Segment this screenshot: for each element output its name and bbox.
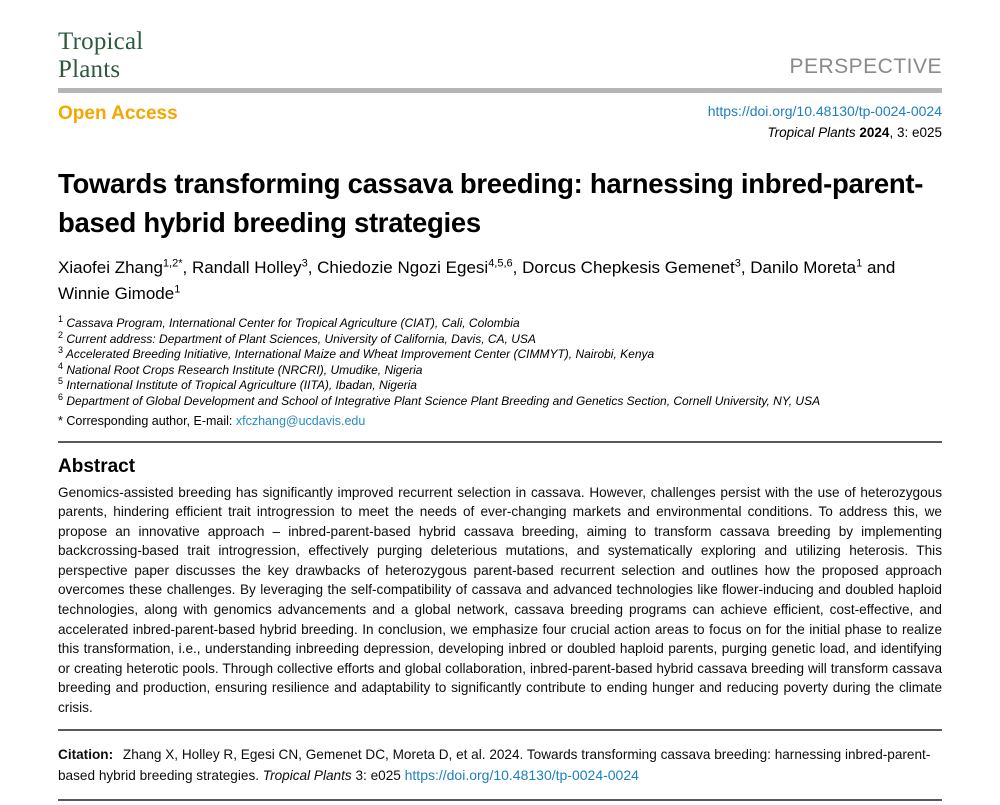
header-meta-row xyxy=(58,103,942,140)
journal-logo xyxy=(58,28,143,83)
affiliation-list xyxy=(58,316,942,410)
issue-journal-name: Tropical Plants xyxy=(767,125,856,140)
author: Chiedozie Ngozi Egesi$^{4,5,6}$ xyxy=(317,257,513,278)
open-access-badge: Open Access xyxy=(58,103,178,124)
author: Winnie Gimode$^1$ xyxy=(58,282,181,303)
corresponding-author-prefix: * Corresponding author, E-mail: xyxy=(58,413,236,428)
author: Dorcus Chepkesis Gemenet$^3$ xyxy=(522,257,741,278)
issue-info xyxy=(708,125,942,140)
issue-year: 2024 xyxy=(859,125,890,140)
author: Xiaofei Zhang$^{1,2*}$ xyxy=(58,257,183,278)
affiliation: $^2$ Current address: Department of Plant Sciences, University of California, Davis, CA, USA xyxy=(58,329,536,346)
header-meta-right xyxy=(708,103,942,140)
affiliation: $^5$ International Institute of Tropical Agriculture (IITA), Ibadan, Nigeria xyxy=(58,376,417,393)
abstract-text: Genomics-assisted breeding has significantly improved recurrent selection in cassava. However, challenges persist with the use of heterozygous parents, hindering efficient trait introgression to meet the needs of ever-changing markets and environmental conditions. To address this, we propose an innovative approach – inbred-parent-based hybrid cassava breeding, aiming to transform cassava breeding by implementing backcrossing-based trait introgression, effectively purging deleterious mutations, and systematically exploring and utilizing heterosis. This perspective paper discusses the key drawbacks of heterozygous parent-based recurrent selection and outlines how the proposed approach overcomes these challenges. By leveraging the self-compatibility of cassava and advanced technologies like flower-inducing and doubled haploid technologies, along with genomics advancements and a global network, cassava breeding programs can achieve efficient, cost-effective, and accelerated inbred-parent-based hybrid breeding. In conclusion, we emphasize four crucial action areas to focus on for the initial phase to realize this transformation, i.e., understanding inbreeding depression, developing inbred or doubled haploid parents, purging genetic load, and identifying or creating heterotic pools. Through collective efforts and global collaboration, inbred-parent-based hybrid cassava breeding will transform cassava breeding and production, ensuring resilience and adaptability to significantly contribute to ending hunger and reducing poverty during the climate crisis. xyxy=(58,484,942,715)
abstract-top-rule xyxy=(58,441,942,443)
citation-label: Citation: xyxy=(58,747,114,763)
abstract-heading: Abstract xyxy=(58,455,136,477)
affiliation: $^1$ Cassava Program, International Center for Tropical Agriculture (CIAT), Cali, Colombia xyxy=(58,314,520,331)
email-link[interactable]: xfczhang@ucdavis.edu xyxy=(235,413,366,428)
issue-volume: , 3: e025 xyxy=(889,125,942,140)
article-title: Towards transforming cassava breeding: harnessing inbred-parent-based hybrid breeding strategies xyxy=(58,168,924,239)
article-type-label: PERSPECTIVE xyxy=(789,55,942,78)
journal-logo-line2: Plants xyxy=(58,55,121,83)
journal-header xyxy=(58,28,942,83)
affiliation: $^6$ Department of Global Development and School of Integrative Plant Science Plant Breeding and Genetics Section, Cornell University, NY, USA xyxy=(58,392,821,409)
journal-logo-line1: Tropical xyxy=(58,28,144,55)
citation xyxy=(58,731,942,798)
header-divider xyxy=(58,88,942,93)
corresponding-author xyxy=(58,414,942,428)
abstract-section xyxy=(58,456,942,718)
citation-bottom-rule xyxy=(58,799,942,801)
citation-journal-name: Tropical Plants xyxy=(262,768,352,784)
citation-volume: 3: e025 xyxy=(351,768,405,784)
citation-doi-link[interactable]: https://doi.org/10.48130/tp-0024-0024 xyxy=(404,767,639,784)
doi-link[interactable]: https://doi.org/10.48130/tp-0024-0024 xyxy=(707,103,942,119)
affiliation: $^4$ National Root Crops Research Institute (NRCRI), Umudike, Nigeria xyxy=(58,360,423,377)
affiliation: $^3$ Accelerated Breeding Initiative, International Maize and Wheat Improvement Center (CIMMYT), Nairobi, Kenya xyxy=(58,345,655,362)
author-list: Xiaofei Zhang$^{1,2*}$, Randall Holley$^3$, Chiedozie Ngozi Egesi$^{4,5,6}$, Dorcus Chepkesis Gemenet$^3$, Danilo Moreta$^1$ and Winnie Gimode$^1$ xyxy=(58,257,896,303)
author: Danilo Moreta$^1$ xyxy=(750,257,863,278)
author: Randall Holley$^3$ xyxy=(191,257,308,278)
citation-text: Zhang X, Holley R, Egesi CN, Gemenet DC, Moreta D, et al. 2024. Towards transforming cassava breeding: harnessing inbred-parent-based hybrid breeding strategies. xyxy=(58,747,931,784)
